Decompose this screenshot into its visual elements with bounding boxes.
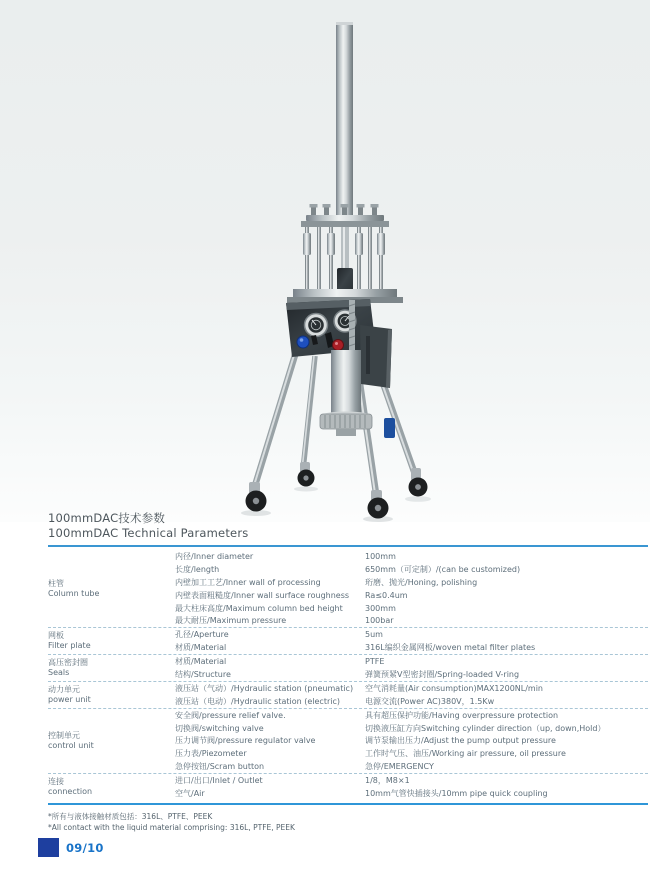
parameter-cell: 内壁表面粗糙度/Inner wall surface roughness <box>175 590 350 600</box>
group-label-en: control unit <box>48 740 94 750</box>
blue-button <box>297 336 309 348</box>
value-cell: 珩磨、抛光/Honing, polishing <box>365 577 478 587</box>
value-cell: 10mm气管快插接头/10mm pipe quick coupling <box>365 788 548 798</box>
parameter-cell: 进口/出口/Inlet / Outlet <box>175 776 263 786</box>
group-rows <box>175 709 648 773</box>
table-row <box>175 563 648 576</box>
value-cell: 切换液压缸方向Switching cylinder direction（up, down,Hold） <box>365 723 606 733</box>
table-group <box>48 627 648 654</box>
value-cell: 316L编织金属网板/woven metal filter plates <box>365 643 536 653</box>
parameter-cell: 安全阀/pressure relief valve. <box>175 710 286 720</box>
value-cell: 电源交流(Power AC)380V，1.5Kw <box>365 696 495 706</box>
value-cell: 5um <box>365 630 383 640</box>
footnote-en: *All contact with the liquid material comprising: 316L, PTFE, PEEK <box>48 822 295 832</box>
page-footer <box>38 838 104 857</box>
group-rows <box>175 628 648 654</box>
group-label-en: power unit <box>48 694 91 704</box>
parameter-cell: 材质/Material <box>175 643 227 653</box>
footnote-cn: *所有与液体接触材质包括：316L、PTFE、PEEK <box>48 812 213 822</box>
parameter-cell: 孔径/Aperture <box>175 630 229 640</box>
hydraulic-box <box>360 325 392 388</box>
group-label-cn: 高压密封圈 <box>48 658 88 668</box>
table-row <box>175 589 648 602</box>
value-cell: 工作时气压、油压/Working air pressure, oil pressure <box>365 749 566 759</box>
title-underline <box>48 545 648 547</box>
value-cell: PTFE <box>365 657 385 667</box>
parameter-cell: 材质/Material <box>175 657 227 667</box>
table-row <box>175 576 648 589</box>
page-number-square <box>38 838 59 857</box>
parameters-table <box>48 550 648 800</box>
table-bottom-rule <box>48 803 648 806</box>
table-row <box>175 709 648 722</box>
value-cell: 100bar <box>365 616 394 626</box>
column-tube <box>336 22 353 218</box>
table-group <box>48 708 648 773</box>
value-cell: 空气消耗量(Air consumption)MAX1200NL/min <box>365 683 544 693</box>
group-label-cn: 网板 <box>48 631 64 641</box>
value-cell: 300mm <box>365 603 396 613</box>
group-label-en: connection <box>48 787 93 797</box>
group-label <box>48 682 175 708</box>
parameter-cell: 急停按钮/Scram button <box>175 762 265 772</box>
group-label <box>48 550 175 627</box>
value-cell: 1/8，M8×1 <box>365 776 410 786</box>
group-rows <box>175 655 648 681</box>
table-row <box>175 655 648 668</box>
page-number: 09/10 <box>66 840 104 855</box>
value-cell: 急停/EMERGENCY <box>365 762 434 772</box>
group-label <box>48 774 175 800</box>
table-group <box>48 654 648 681</box>
parameter-cell: 空气/Air <box>175 788 205 798</box>
value-cell: 具有超压保护功能/Having overpressure protection <box>365 710 559 720</box>
table-row <box>175 760 648 773</box>
table-row <box>175 602 648 615</box>
shadow <box>294 487 318 492</box>
table-row <box>175 641 648 654</box>
group-rows <box>175 774 648 800</box>
parameter-cell: 切换阀/switching valve <box>175 723 264 733</box>
table-row <box>175 774 648 787</box>
parameter-cell: 长度/length <box>175 564 220 574</box>
value-cell: 调节泵输出压力/Adjust the pump output pressure <box>365 736 556 746</box>
value-cell: 650mm（可定制）/(can be customized) <box>365 564 521 574</box>
value-cell: Ra≤0.4um <box>365 590 408 600</box>
blue-clamp <box>384 418 395 438</box>
parameter-cell: 内壁加工工艺/Inner wall of processing <box>175 577 321 587</box>
parameter-cell: 内径/Inner diameter <box>175 551 254 561</box>
parameter-cell: 液压站（电动）/Hydraulic station (electric) <box>175 696 340 706</box>
group-label <box>48 655 175 681</box>
parameter-cell: 结构/Structure <box>175 669 231 679</box>
group-label-en: Seals <box>48 668 70 678</box>
group-label-cn: 柱管 <box>48 578 64 588</box>
group-rows <box>175 682 648 708</box>
group-rows <box>175 550 648 627</box>
value-cell: 弹簧预紧V型密封圈/Spring-loaded V-ring <box>365 669 520 679</box>
group-label-en: Filter plate <box>48 641 91 651</box>
group-label-cn: 控制单元 <box>48 730 80 740</box>
table-row <box>175 734 648 747</box>
group-label-cn: 连接 <box>48 777 64 787</box>
parameter-cell: 最大耐压/Maximum pressure <box>175 616 287 626</box>
table-row <box>175 695 648 708</box>
table-group <box>48 550 648 627</box>
value-cell: 100mm <box>365 551 396 561</box>
table-row <box>175 628 648 641</box>
table-row <box>175 668 648 681</box>
table-row <box>175 682 648 695</box>
group-label <box>48 709 175 773</box>
table-group <box>48 681 648 708</box>
parameter-cell: 压力表/Piezometer <box>175 749 247 759</box>
table-row <box>175 722 648 735</box>
table-row <box>175 550 648 563</box>
group-label-en: Column tube <box>48 588 100 598</box>
shadow <box>405 496 431 502</box>
piston-rod <box>337 227 353 292</box>
footnotes <box>48 812 648 833</box>
parameter-cell: 液压站（气动）/Hydraulic station (pneumatic) <box>175 683 354 693</box>
pressure-gauge-left <box>305 314 328 337</box>
top-flange <box>301 204 389 227</box>
group-label-cn: 动力单元 <box>48 684 80 694</box>
parameter-cell: 压力调节阀/pressure regulator valve <box>175 736 316 746</box>
red-emergency-button <box>333 340 344 351</box>
table-group <box>48 773 648 800</box>
spec-section <box>48 511 648 833</box>
page-title-en: 100mmDAC Technical Parameters <box>48 526 249 540</box>
table-row <box>175 747 648 760</box>
group-label <box>48 628 175 654</box>
parameter-cell: 最大柱床高度/Maximum column bed height <box>175 603 343 613</box>
table-row <box>175 614 648 627</box>
table-row <box>175 787 648 800</box>
page-title-cn: 100mmDAC技术参数 <box>48 511 166 525</box>
